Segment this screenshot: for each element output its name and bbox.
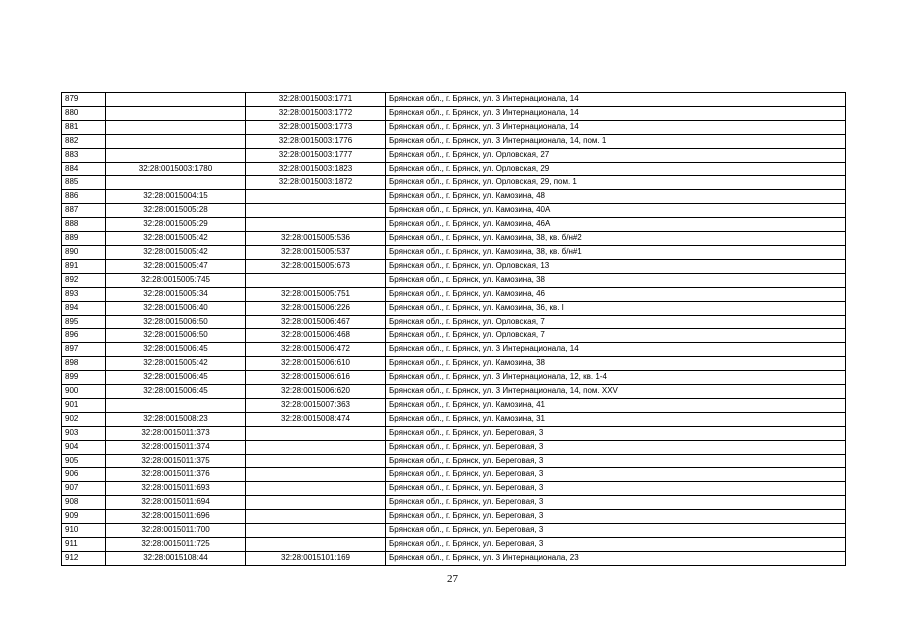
object-number-cell: 32:28:0015003:1773 [246, 120, 386, 134]
address-cell: Брянская обл., г. Брянск, ул. 3 Интернационала, 12, кв. 1-4 [386, 371, 846, 385]
parcel-number-cell: 32:28:0015005:42 [106, 357, 246, 371]
table-row [62, 93, 846, 107]
table-row [62, 468, 846, 482]
table-row [62, 426, 846, 440]
row-number-cell: 903 [62, 426, 106, 440]
object-number-cell [246, 426, 386, 440]
row-number-cell: 906 [62, 468, 106, 482]
object-number-cell: 32:28:0015006:610 [246, 357, 386, 371]
row-number-cell: 886 [62, 190, 106, 204]
table-row [62, 524, 846, 538]
object-number-cell: 32:28:0015006:616 [246, 371, 386, 385]
parcel-number-cell: 32:28:0015004:15 [106, 190, 246, 204]
parcel-number-cell: 32:28:0015005:34 [106, 287, 246, 301]
object-number-cell [246, 538, 386, 552]
table-row [62, 454, 846, 468]
object-number-cell [246, 524, 386, 538]
address-cell: Брянская обл., г. Брянск, ул. Орловская, 7 [386, 315, 846, 329]
row-number-cell: 902 [62, 412, 106, 426]
address-cell: Брянская обл., г. Брянск, ул. Береговая, 3 [386, 496, 846, 510]
table-row [62, 385, 846, 399]
parcel-number-cell: 32:28:0015005:42 [106, 232, 246, 246]
row-number-cell: 907 [62, 482, 106, 496]
row-number-cell: 890 [62, 245, 106, 259]
parcel-number-cell: 32:28:0015005:42 [106, 245, 246, 259]
parcel-number-cell [106, 398, 246, 412]
table-row [62, 176, 846, 190]
table-row [62, 510, 846, 524]
address-cell: Брянская обл., г. Брянск, ул. Орловская, 27 [386, 148, 846, 162]
table-row [62, 190, 846, 204]
object-number-cell: 32:28:0015101:169 [246, 551, 386, 565]
parcel-number-cell: 32:28:0015011:700 [106, 524, 246, 538]
object-number-cell: 32:28:0015006:468 [246, 329, 386, 343]
object-number-cell [246, 482, 386, 496]
address-cell: Брянская обл., г. Брянск, ул. Береговая, 3 [386, 538, 846, 552]
row-number-cell: 894 [62, 301, 106, 315]
object-number-cell: 32:28:0015003:1777 [246, 148, 386, 162]
table-row [62, 134, 846, 148]
parcel-number-cell: 32:28:0015006:45 [106, 343, 246, 357]
row-number-cell: 885 [62, 176, 106, 190]
parcel-number-cell [106, 106, 246, 120]
parcel-number-cell: 32:28:0015011:693 [106, 482, 246, 496]
parcel-number-cell [106, 134, 246, 148]
address-cell: Брянская обл., г. Брянск, ул. Камозина, 38, кв. б/н#2 [386, 232, 846, 246]
address-cell: Брянская обл., г. Брянск, ул. Береговая, 3 [386, 440, 846, 454]
object-number-cell: 32:28:0015007:363 [246, 398, 386, 412]
parcel-number-cell: 32:28:0015005:745 [106, 273, 246, 287]
table-row [62, 287, 846, 301]
address-cell: Брянская обл., г. Брянск, ул. Орловская, 7 [386, 329, 846, 343]
table-row [62, 273, 846, 287]
address-cell: Брянская обл., г. Брянск, ул. 3 Интернационала, 14 [386, 106, 846, 120]
parcel-number-cell: 32:28:0015108:44 [106, 551, 246, 565]
parcel-number-cell: 32:28:0015006:50 [106, 329, 246, 343]
row-number-cell: 884 [62, 162, 106, 176]
address-cell: Брянская обл., г. Брянск, ул. 3 Интернационала, 23 [386, 551, 846, 565]
parcel-number-cell: 32:28:0015006:45 [106, 385, 246, 399]
object-number-cell [246, 496, 386, 510]
address-cell: Брянская обл., г. Брянск, ул. Береговая, 3 [386, 468, 846, 482]
object-number-cell [246, 440, 386, 454]
address-cell: Брянская обл., г. Брянск, ул. Береговая, 3 [386, 482, 846, 496]
table-row [62, 232, 846, 246]
object-number-cell [246, 273, 386, 287]
object-number-cell [246, 510, 386, 524]
table-row [62, 496, 846, 510]
table-row [62, 301, 846, 315]
parcel-number-cell: 32:28:0015011:375 [106, 454, 246, 468]
object-number-cell: 32:28:0015006:467 [246, 315, 386, 329]
table-row [62, 371, 846, 385]
parcel-number-cell: 32:28:0015005:47 [106, 259, 246, 273]
row-number-cell: 908 [62, 496, 106, 510]
object-number-cell: 32:28:0015003:1823 [246, 162, 386, 176]
address-cell: Брянская обл., г. Брянск, ул. 3 Интернационала, 14, пом. XXV [386, 385, 846, 399]
row-number-cell: 889 [62, 232, 106, 246]
address-cell: Брянская обл., г. Брянск, ул. Орловская, 29 [386, 162, 846, 176]
row-number-cell: 880 [62, 106, 106, 120]
object-number-cell: 32:28:0015006:620 [246, 385, 386, 399]
row-number-cell: 911 [62, 538, 106, 552]
row-number-cell: 887 [62, 204, 106, 218]
object-number-cell [246, 190, 386, 204]
parcel-number-cell: 32:28:0015011:694 [106, 496, 246, 510]
address-cell: Брянская обл., г. Брянск, ул. Камозина, 41 [386, 398, 846, 412]
table-row [62, 551, 846, 565]
object-number-cell: 32:28:0015003:1771 [246, 93, 386, 107]
row-number-cell: 893 [62, 287, 106, 301]
parcel-number-cell [106, 176, 246, 190]
object-number-cell: 32:28:0015006:472 [246, 343, 386, 357]
address-cell: Брянская обл., г. Брянск, ул. Камозина, 36, кв. I [386, 301, 846, 315]
address-cell: Брянская обл., г. Брянск, ул. 3 Интернационала, 14, пом. 1 [386, 134, 846, 148]
address-cell: Брянская обл., г. Брянск, ул. Береговая, 3 [386, 524, 846, 538]
address-cell: Брянская обл., г. Брянск, ул. Камозина, 31 [386, 412, 846, 426]
parcel-number-cell: 32:28:0015011:725 [106, 538, 246, 552]
row-number-cell: 909 [62, 510, 106, 524]
address-cell: Брянская обл., г. Брянск, ул. Береговая, 3 [386, 454, 846, 468]
table-row [62, 440, 846, 454]
table-row [62, 315, 846, 329]
object-number-cell: 32:28:0015003:1776 [246, 134, 386, 148]
object-number-cell: 32:28:0015008:474 [246, 412, 386, 426]
object-number-cell: 32:28:0015005:536 [246, 232, 386, 246]
parcel-number-cell: 32:28:0015006:45 [106, 371, 246, 385]
object-number-cell [246, 468, 386, 482]
parcel-number-cell: 32:28:0015003:1780 [106, 162, 246, 176]
cadastral-table [61, 92, 846, 566]
parcel-number-cell [106, 120, 246, 134]
table-row [62, 245, 846, 259]
row-number-cell: 895 [62, 315, 106, 329]
parcel-number-cell: 32:28:0015008:23 [106, 412, 246, 426]
object-number-cell: 32:28:0015005:673 [246, 259, 386, 273]
parcel-number-cell: 32:28:0015011:376 [106, 468, 246, 482]
object-number-cell [246, 218, 386, 232]
object-number-cell: 32:28:0015003:1772 [246, 106, 386, 120]
address-cell: Брянская обл., г. Брянск, ул. Камозина, 38 [386, 273, 846, 287]
table-row [62, 343, 846, 357]
row-number-cell: 901 [62, 398, 106, 412]
table-row [62, 482, 846, 496]
row-number-cell: 905 [62, 454, 106, 468]
row-number-cell: 899 [62, 371, 106, 385]
row-number-cell: 912 [62, 551, 106, 565]
row-number-cell: 881 [62, 120, 106, 134]
row-number-cell: 882 [62, 134, 106, 148]
address-cell: Брянская обл., г. Брянск, ул. Камозина, 46А [386, 218, 846, 232]
address-cell: Брянская обл., г. Брянск, ул. 3 Интернационала, 14 [386, 93, 846, 107]
row-number-cell: 891 [62, 259, 106, 273]
parcel-number-cell: 32:28:0015005:29 [106, 218, 246, 232]
row-number-cell: 910 [62, 524, 106, 538]
table-row [62, 357, 846, 371]
object-number-cell [246, 454, 386, 468]
address-cell: Брянская обл., г. Брянск, ул. Камозина, 38, кв. б/н#1 [386, 245, 846, 259]
row-number-cell: 892 [62, 273, 106, 287]
object-number-cell: 32:28:0015006:226 [246, 301, 386, 315]
address-cell: Брянская обл., г. Брянск, ул. Береговая, 3 [386, 426, 846, 440]
address-cell: Брянская обл., г. Брянск, ул. Камозина, 38 [386, 357, 846, 371]
object-number-cell: 32:28:0015005:751 [246, 287, 386, 301]
address-cell: Брянская обл., г. Брянск, ул. Камозина, 40А [386, 204, 846, 218]
table-row [62, 259, 846, 273]
table-row [62, 162, 846, 176]
parcel-number-cell: 32:28:0015006:50 [106, 315, 246, 329]
row-number-cell: 888 [62, 218, 106, 232]
parcel-number-cell [106, 148, 246, 162]
table-row [62, 106, 846, 120]
parcel-number-cell: 32:28:0015011:373 [106, 426, 246, 440]
parcel-number-cell [106, 93, 246, 107]
table-row [62, 412, 846, 426]
object-number-cell: 32:28:0015003:1872 [246, 176, 386, 190]
parcel-number-cell: 32:28:0015011:696 [106, 510, 246, 524]
address-cell: Брянская обл., г. Брянск, ул. Камозина, 48 [386, 190, 846, 204]
row-number-cell: 898 [62, 357, 106, 371]
table-row [62, 538, 846, 552]
parcel-number-cell: 32:28:0015006:40 [106, 301, 246, 315]
address-cell: Брянская обл., г. Брянск, ул. Камозина, 46 [386, 287, 846, 301]
table-row [62, 148, 846, 162]
table-body [62, 93, 846, 566]
row-number-cell: 900 [62, 385, 106, 399]
row-number-cell: 897 [62, 343, 106, 357]
table-row [62, 398, 846, 412]
row-number-cell: 883 [62, 148, 106, 162]
row-number-cell: 896 [62, 329, 106, 343]
address-cell: Брянская обл., г. Брянск, ул. Береговая, 3 [386, 510, 846, 524]
address-cell: Брянская обл., г. Брянск, ул. Орловская, 29, пом. 1 [386, 176, 846, 190]
parcel-number-cell: 32:28:0015005:28 [106, 204, 246, 218]
object-number-cell [246, 204, 386, 218]
table-row [62, 120, 846, 134]
row-number-cell: 879 [62, 93, 106, 107]
parcel-number-cell: 32:28:0015011:374 [106, 440, 246, 454]
address-cell: Брянская обл., г. Брянск, ул. 3 Интернационала, 14 [386, 343, 846, 357]
object-number-cell: 32:28:0015005:537 [246, 245, 386, 259]
table-row [62, 218, 846, 232]
table-row [62, 204, 846, 218]
page-number: 27 [447, 573, 458, 585]
address-cell: Брянская обл., г. Брянск, ул. Орловская, 13 [386, 259, 846, 273]
row-number-cell: 904 [62, 440, 106, 454]
address-cell: Брянская обл., г. Брянск, ул. 3 Интернационала, 14 [386, 120, 846, 134]
table-row [62, 329, 846, 343]
